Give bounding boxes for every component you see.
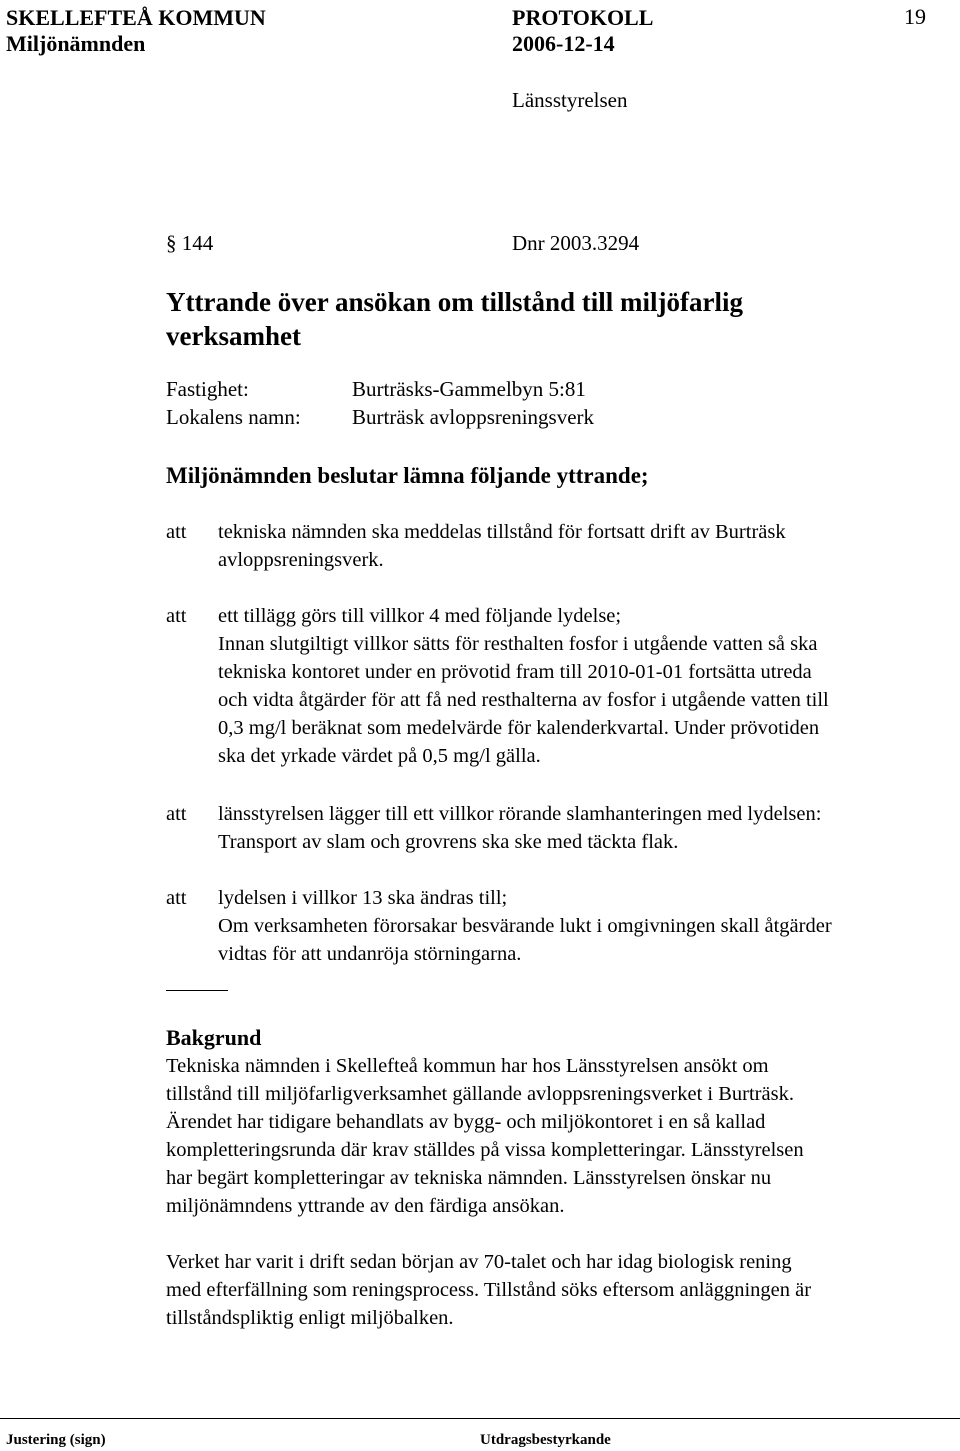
page-title-line-2: verksamhet	[166, 321, 301, 351]
decision-keyword: att	[166, 521, 187, 543]
decision-line: och vidta åtgärder för att få ned resthalterna av fosfor i utgående vatten till	[218, 689, 829, 711]
decision-line: Om verksamheten förorsakar besvärande lukt i omgivningen skall åtgärder	[218, 915, 832, 937]
background-heading: Bakgrund	[166, 1025, 262, 1050]
property-label: Fastighet:	[166, 377, 249, 401]
footer-signature-label: Justering (sign)	[6, 1432, 106, 1448]
decision-line: ett tillägg görs till villkor 4 med följande lydelse;	[218, 605, 622, 627]
committee-name: Miljönämnden	[6, 31, 146, 56]
decision-item	[218, 800, 821, 856]
decision-heading: Miljönämnden beslutar lämna följande yttrande;	[166, 463, 649, 488]
paragraph-line: har begärt kompletteringar av tekniska nämnden. Länsstyrelsen önskar nu	[166, 1167, 772, 1189]
recipient: Länsstyrelsen	[512, 88, 628, 112]
decision-line: 0,3 mg/l beräknat som medelvärde för kalenderkvartal. Under prövotiden	[218, 717, 820, 739]
property-value: Burträsks-Gammelbyn 5:81	[352, 377, 586, 401]
meeting-date: 2006-12-14	[512, 31, 615, 56]
paragraph-line: miljönämndens yttrande av den färdiga ansökan.	[166, 1195, 565, 1217]
document-type: PROTOKOLL	[512, 5, 654, 30]
decision-line: länsstyrelsen lägger till ett villkor rörande slamhanteringen med lydelsen:	[218, 803, 822, 825]
decision-line: Transport av slam och grovrens ska ske med täckta flak.	[218, 831, 679, 853]
background-paragraph	[166, 1248, 811, 1332]
background-paragraph	[166, 1052, 804, 1220]
paragraph-line: tillståndspliktig enligt miljöbalken.	[166, 1307, 454, 1329]
decision-item	[218, 884, 832, 968]
separator-line	[166, 990, 228, 991]
section-number: § 144	[166, 231, 214, 255]
footer-divider	[0, 1418, 960, 1419]
paragraph-line: med efterfällning som reningsprocess. Tillstånd söks eftersom anläggningen är	[166, 1279, 812, 1301]
decision-line: lydelsen i villkor 13 ska ändras till;	[218, 887, 508, 909]
decision-keyword: att	[166, 605, 187, 627]
paragraph-line: kompletteringsrunda där krav ställdes på vissa kompletteringar. Länsstyrelsen	[166, 1139, 804, 1161]
footer-extract-label: Utdragsbestyrkande	[480, 1432, 611, 1448]
decision-item	[218, 518, 786, 574]
organization-name: SKELLEFTEÅ KOMMUN	[6, 5, 266, 30]
decision-line: tekniska nämnden ska meddelas tillstånd för fortsatt drift av Burträsk	[218, 521, 786, 543]
paragraph-line: tillstånd till miljöfarligverksamhet gällande avloppsreningsverket i Burträsk.	[166, 1083, 794, 1105]
decision-line: vidtas för att undanröja störningarna.	[218, 943, 522, 965]
decision-keyword: att	[166, 803, 187, 825]
case-number: Dnr 2003.3294	[512, 231, 640, 255]
page-number: 19	[904, 4, 926, 29]
paragraph-line: Verket har varit i drift sedan början av 70-talet och har idag biologisk rening	[166, 1251, 792, 1273]
local-name-label: Lokalens namn:	[166, 405, 301, 429]
decision-keyword: att	[166, 887, 187, 909]
paragraph-line: Ärendet har tidigare behandlats av bygg- och miljökontoret i en så kallad	[166, 1111, 766, 1133]
decision-line: ska det yrkade värdet på 0,5 mg/l gälla.	[218, 745, 541, 767]
page-title-line-1: Yttrande över ansökan om tillstånd till miljöfarlig	[166, 287, 743, 317]
decision-item	[218, 602, 829, 770]
decision-line: tekniska kontoret under en prövotid fram till 2010-01-01 fortsätta utreda	[218, 661, 812, 683]
paragraph-line: Tekniska nämnden i Skellefteå kommun har hos Länsstyrelsen ansökt om	[166, 1055, 769, 1077]
decision-line: Innan slutgiltigt villkor sätts för resthalten fosfor i utgående vatten så ska	[218, 633, 818, 655]
decision-line: avloppsreningsverk.	[218, 549, 384, 571]
local-name-value: Burträsk avloppsreningsverk	[352, 405, 595, 429]
